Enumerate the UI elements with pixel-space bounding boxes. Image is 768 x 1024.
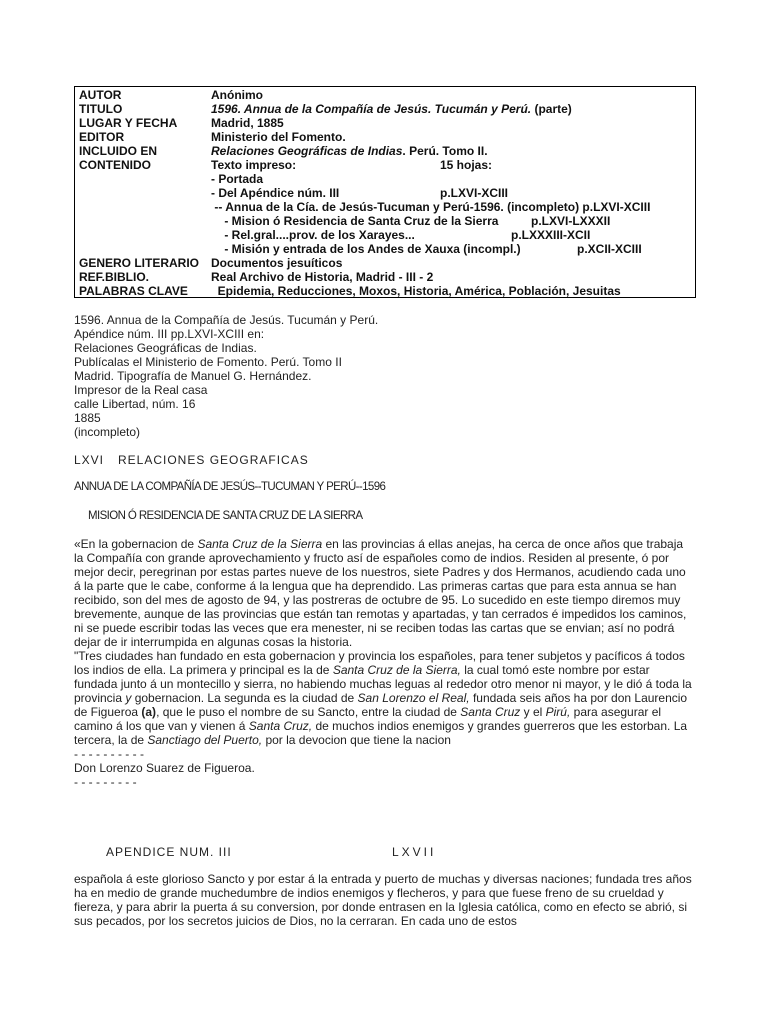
value-editor: Ministerio del Fomento. bbox=[211, 130, 346, 144]
contenido-text: - Mision ó Residencia de Santa Cruz de la Sierra bbox=[211, 214, 499, 228]
imprint-line: 1596. Annua de la Compañía de Jesús. Tucumán y Perú. bbox=[74, 313, 379, 327]
page-number-left: LXVI bbox=[74, 453, 105, 467]
paragraph-1 bbox=[74, 537, 694, 789]
imprint-line: Apéndice núm. III pp.LXVI-XCIII en: bbox=[74, 327, 265, 341]
contenido-line bbox=[211, 158, 650, 172]
row-refbiblio bbox=[79, 270, 695, 284]
text-run-italic: y bbox=[125, 691, 132, 705]
value-titulo-italic: 1596. Annua de la Compañía de Jesús. Tucumán y Perú. bbox=[211, 102, 532, 116]
contenido-ref: p.LXVI-XCIII bbox=[440, 186, 509, 200]
contenido-text: - Rel.gral....prov. de los Xarayes... bbox=[211, 228, 415, 242]
value-titulo-rest: (parte) bbox=[531, 102, 572, 116]
contenido-line bbox=[211, 186, 650, 200]
text-run: la cual tomó este nombre por estar fundada junto á un montecillo y sierra, no habiendo muchas leguas al rededor otro menor ni mayor, y le dió á toda la provincia bbox=[74, 663, 692, 705]
contenido-text: - Portada bbox=[211, 172, 264, 186]
value-incluido-rest: . Perú. Tomo II. bbox=[402, 144, 488, 158]
label-incluido: INCLUIDO EN bbox=[79, 144, 157, 158]
label-editor: EDITOR bbox=[79, 130, 125, 144]
text-run: fundada seis años ha por don Laurencio de Figueroa bbox=[74, 691, 688, 719]
row-lugar bbox=[79, 116, 695, 130]
value-incluido-italic: Relaciones Geográficas de Indias bbox=[211, 144, 403, 158]
contenido-ref: p.XCII-XCIII bbox=[577, 242, 642, 256]
text-run: y el bbox=[520, 705, 546, 719]
value-refbiblio: Real Archivo de Historia, Madrid - III - 2 bbox=[211, 270, 434, 284]
text-run: gobernacion. La segunda es la ciudad de bbox=[131, 691, 358, 705]
row-genero bbox=[79, 256, 695, 270]
paragraph-1-text bbox=[74, 537, 694, 649]
imprint-line: Relaciones Geográficas de Indias. bbox=[74, 341, 257, 355]
running-head-right: APENDICE NUM. III bbox=[106, 845, 232, 859]
label-refbiblio: REF.BIBLIO. bbox=[79, 270, 150, 284]
value-genero: Documentos jesuíticos bbox=[211, 256, 343, 270]
value-titulo bbox=[211, 102, 572, 116]
label-lugar: LUGAR Y FECHA bbox=[79, 116, 178, 130]
text-run: , que le puso el nombre de su Sancto, entre la ciudad de bbox=[156, 705, 461, 719]
metadata-table bbox=[74, 86, 696, 298]
text-run-italic: San Lorenzo el Real, bbox=[357, 691, 470, 705]
label-contenido: CONTENIDO bbox=[79, 158, 151, 172]
row-titulo bbox=[79, 102, 695, 116]
contenido-line bbox=[211, 228, 650, 242]
imprint-line: Publícalas el Ministerio de Fomento. Perú. Tomo II bbox=[74, 355, 342, 369]
contenido-ref: p.LXVI-LXXXII bbox=[531, 214, 611, 228]
text-run-italic: Santa Cruz de la Sierra, bbox=[332, 663, 461, 677]
annua-title: ANNUA DE LA COMPAÑÍA DE JESÚS--TUCUMAN Y PERÚ--1596 bbox=[74, 481, 386, 493]
paragraph-2-text bbox=[74, 649, 694, 747]
text-run: de muchos indios enemigos y grandes guerreros que les estorban. La tercera, la de bbox=[74, 719, 688, 747]
contenido-list bbox=[211, 158, 650, 256]
value-incluido bbox=[211, 144, 488, 158]
imprint-block bbox=[74, 313, 694, 439]
paragraph-3 bbox=[74, 872, 694, 928]
text-run-italic: Santa Cruz bbox=[460, 705, 521, 719]
value-lugar: Madrid, 1885 bbox=[211, 116, 284, 130]
footnote-text: Don Lorenzo Suarez de Figueroa. bbox=[74, 761, 255, 775]
label-titulo: TITULO bbox=[79, 102, 123, 116]
text-run: en las provincias á ellas anejas, ha cerca de once años que trabaja la Compañía con grande aprovechamiento y fructo así de españoles como de indios. Residen al presente, ó por mejor decir, peregrinan por estas partes nueve de los nuestros, siete Padres y dos Hermanos, acudiendo cada uno á la parte que le cabe, conforme á la lengua que ha deprendido. Las primeras cartas que para esta annua se han recibido, son del mes de agosto de 94, y las postreras de octubre de 95. Lo sucedido en este tiempo diremos muy brevemente, aunque de las provincias que están tan remotas y apartadas, y tan cerrados é impedidos los caminos, ni se puede escribir todas las veces que era menester, ni se reciben todas las cartas que se envian; así no podrá dejar de ir interrumpida en algunas cosas la historia. bbox=[74, 537, 687, 649]
imprint-line: (incompleto) bbox=[74, 425, 141, 439]
page-number-right: LXVII bbox=[392, 845, 437, 859]
text-run: «En la gobernacion de bbox=[74, 537, 198, 551]
contenido-line bbox=[211, 214, 650, 228]
row-autor bbox=[79, 88, 695, 102]
contenido-text: Texto impreso: bbox=[211, 158, 297, 172]
dashes-separator: - - - - - - - - - bbox=[74, 775, 137, 789]
text-run: "Tres ciudades han fundado en esta gobernacion y provincia los españoles, para tener subjetos y pacíficos á todos los indios de ella. La primera y principal es la de bbox=[74, 649, 685, 677]
contenido-text: - Misión y entrada de los Andes de Xauxa (incompl.) bbox=[211, 242, 521, 256]
text-run-italic: Pirú, bbox=[545, 705, 571, 719]
text-run-italic: Santa Cruz, bbox=[248, 719, 313, 733]
row-editor bbox=[79, 130, 695, 144]
text-run-italic: Santa Cruz de la Sierra bbox=[197, 537, 323, 551]
value-autor: Anónimo bbox=[211, 88, 263, 102]
contenido-text: -- Annua de la Cía. de Jesús-Tucuman y Perú-1596. (incompleto) p.LXVI-XCIII bbox=[211, 200, 651, 214]
imprint-line: Impresor de la Real casa bbox=[74, 383, 208, 397]
contenido-line bbox=[211, 242, 650, 256]
dashes-separator: - - - - - - - - - - bbox=[74, 747, 144, 761]
mision-title: MISION Ó RESIDENCIA DE SANTA CRUZ DE LA SIERRA bbox=[88, 510, 363, 522]
imprint-line: Madrid. Tipografía de Manuel G. Hernández. bbox=[74, 369, 312, 383]
text-run: para asegurar el camino á los que van y vienen á bbox=[74, 705, 662, 733]
imprint-line: 1885 bbox=[74, 411, 101, 425]
footnote-ref: (a) bbox=[141, 705, 157, 719]
label-autor: AUTOR bbox=[79, 88, 122, 102]
label-palabras: PALABRAS CLAVE bbox=[79, 284, 188, 298]
contenido-text: - Del Apéndice núm. III bbox=[211, 186, 340, 200]
running-head-left: RELACIONES GEOGRAFICAS bbox=[118, 453, 309, 467]
value-palabras: Epidemia, Reducciones, Moxos, Historia, América, Población, Jesuitas bbox=[211, 284, 621, 298]
text-run: por la devocion que tiene la nacion bbox=[262, 733, 451, 747]
paragraph-3-text: española á este glorioso Sancto y por estar á la entrada y puerto de muchas y diversas naciones; fundada tres años ha en medio de grande muchedumbre de indios enemigos y flecheros, y para que fuese freno de su crueldad y fiereza, y para abrir la puerta á su conversion, por donde entrasen en la Iglesia católica, como en efecto se abrió, si sus pecados, por los secretos juicios de Dios, no la cerraran. En cada uno de estos bbox=[74, 872, 692, 928]
imprint-line: calle Libertad, núm. 16 bbox=[74, 397, 196, 411]
contenido-ref: 15 hojas: bbox=[440, 158, 493, 172]
row-incluido bbox=[79, 144, 695, 158]
contenido-line bbox=[211, 200, 650, 214]
contenido-ref: p.LXXXIII-XCII bbox=[511, 228, 591, 242]
label-genero: GENERO LITERARIO bbox=[79, 256, 200, 270]
row-palabras bbox=[79, 284, 695, 298]
row-contenido bbox=[79, 158, 695, 256]
contenido-line bbox=[211, 172, 650, 186]
text-run-italic: Sanctiago del Puerto, bbox=[147, 733, 263, 747]
